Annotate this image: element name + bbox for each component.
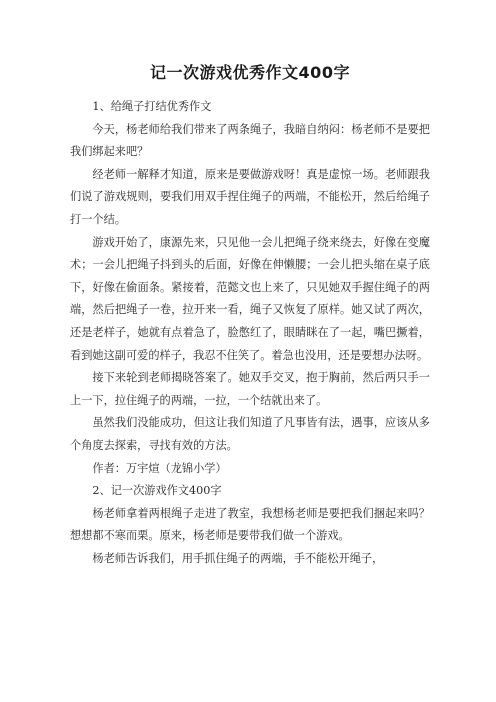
paragraph: 杨老师拿着两根绳子走进了教室，我想杨老师是要把我们捆起来吗？想想都不寒而栗。原来，杨老师是要带我们做一个游戏。 [70,506,430,543]
paragraph: 接下来轮到老师揭晓答案了。她双手交叉，抱于胸前，然后两只手一上一下，拉住绳子的两端，一拉，一个结就出来了。 [70,371,430,407]
paragraph: 今天，杨老师给我们带来了两条绳子，我暗自纳闷：杨老师不是要把我们绑起来吧？ [70,122,430,159]
document-body [70,96,430,570]
author-line: 作者：万宇煊（龙锦小学） [92,461,227,475]
paragraph: 杨老师告诉我们，用手抓住绳子的两端，手不能松开绳子， [92,551,384,565]
heading-section-2: 2、记一次游戏作文400字 [92,484,222,498]
paragraph: 游戏开始了，康源先来，只见他一会儿把绳子绕来绕去，好像在变魔术；一会儿把绳子抖到头的后面，好像在伸懒腰；一会儿把头缩在桌子底下，好像在偷面条。紧接着，范懿文也上来了，只见她双手握住绳子的两端，然后把绳子一卷，拉开来一看，绳子又恢复了原样。她又试了两次，还是老样子，她就有点着急了，脸憋红了，眼睛眯在了一起，嘴巴撅着，看到她这副可爱的样子，我忍不住笑了。着急也没用，还是要想办法呀。 [70,235,430,362]
paragraph: 经老师一解释才知道，原来是要做游戏呀！真是虚惊一场。老师跟我们说了游戏规则，要我们用双手捏住绳子的两端，不能松开，然后给绳子打一个结。 [70,167,430,226]
paragraph: 虽然我们没能成功，但这让我们知道了凡事皆有法，遇事，应该从多个角度去探索，寻找有效的方法。 [70,416,430,452]
document-title: 记一次游戏优秀作文400字 [150,63,350,82]
heading-section-1: 1、给绳子打结优秀作文 [92,100,212,113]
